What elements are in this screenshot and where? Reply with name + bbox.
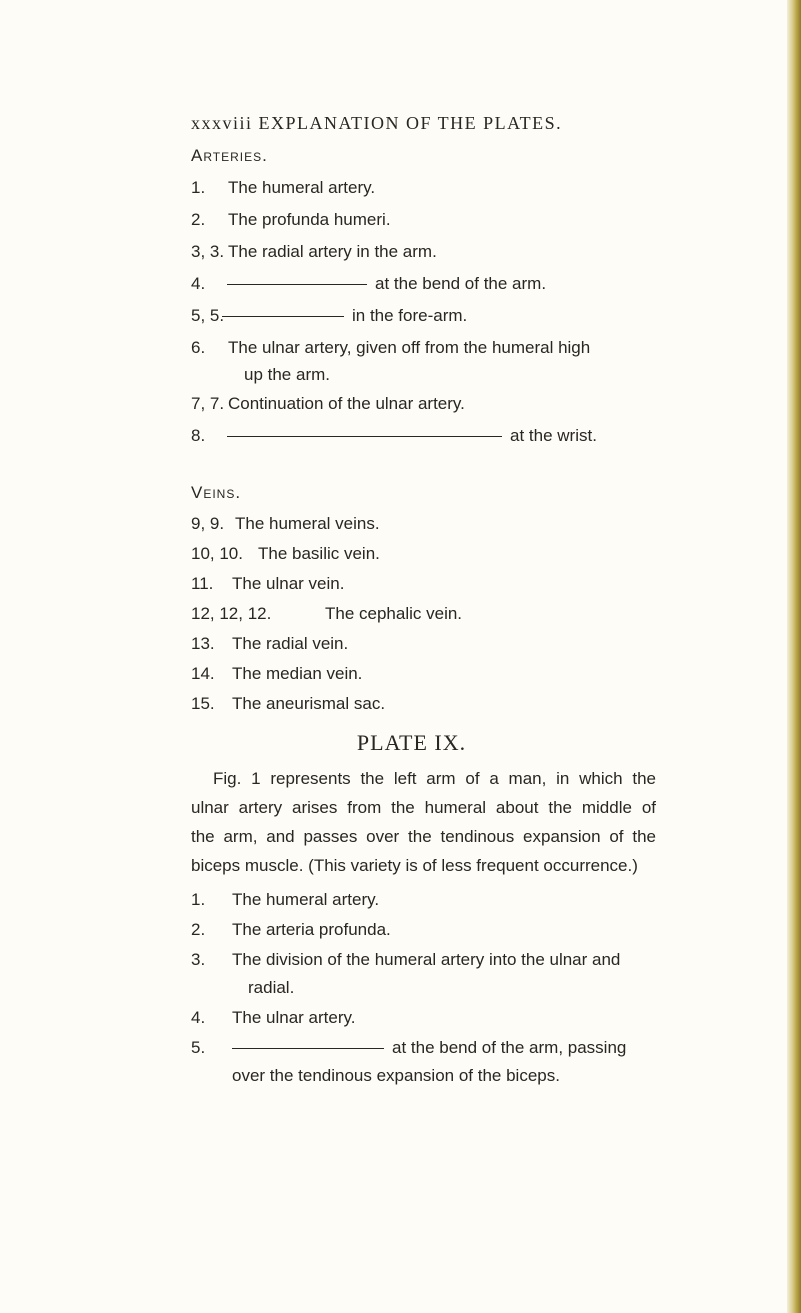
item-text: The median vein. — [232, 664, 363, 683]
item-number: 4. — [191, 274, 206, 293]
item-text: The division of the humeral artery into the ulnar and — [232, 950, 621, 969]
item-text: in the fore-arm. — [352, 306, 468, 325]
page-header: xxxviii EXPLANATION OF THE PLATES. — [191, 113, 563, 133]
item-text: The aneurismal sac. — [232, 694, 386, 713]
item-text: The humeral artery. — [228, 178, 376, 197]
item-number: 9, 9. — [191, 514, 225, 533]
item-text: at the wrist. — [510, 426, 597, 445]
item-text: The humeral veins. — [235, 514, 380, 533]
item-text: Continuation of the ulnar artery. — [228, 394, 465, 413]
ditto-dash — [222, 316, 344, 317]
item-text: over the tendinous expansion of the biceps. — [232, 1066, 560, 1085]
item-number: 13. — [191, 634, 215, 653]
item-number: 11. — [191, 574, 214, 593]
paragraph-line: Fig. 1 represents the left arm of a man, in which the — [213, 769, 656, 788]
item-number: 1. — [191, 178, 206, 197]
paragraph-line: the arm, and passes over the tendinous expansion of the — [191, 827, 656, 846]
item-line — [227, 426, 597, 446]
item-number: 15. — [191, 694, 215, 713]
item-text: The radial artery in the arm. — [228, 242, 437, 261]
page-edge — [787, 0, 801, 1313]
item-text: The radial vein. — [232, 634, 349, 653]
paragraph-line: ulnar artery arises from the humeral about the middle of — [191, 798, 656, 817]
item-text: The arteria profunda. — [232, 920, 391, 939]
item-number: 7, 7. — [191, 394, 225, 413]
item-number: 2. — [191, 920, 206, 939]
item-number: 1. — [191, 890, 206, 909]
ditto-dash — [227, 436, 502, 437]
item-line — [232, 1038, 626, 1058]
ditto-dash — [227, 284, 367, 285]
item-line — [222, 306, 467, 326]
arteries-heading: Arteries. — [191, 146, 268, 165]
item-text: up the arm. — [244, 365, 330, 384]
plate-description — [191, 764, 656, 880]
paragraph-line: biceps muscle. (This variety is of less frequent occurrence.) — [191, 856, 638, 875]
item-number: 2. — [191, 210, 206, 229]
veins-heading: Veins. — [191, 483, 242, 502]
ditto-dash — [232, 1048, 384, 1049]
item-text: The ulnar vein. — [232, 574, 345, 593]
item-text: The ulnar artery. — [232, 1008, 356, 1027]
item-number: 6. — [191, 338, 206, 357]
item-text: The basilic vein. — [258, 544, 380, 563]
item-number: 3. — [191, 950, 206, 969]
item-number: 10, 10. — [191, 544, 243, 563]
item-text: The ulnar artery, given off from the humeral high — [228, 338, 591, 357]
item-line — [227, 274, 546, 294]
item-number: 4. — [191, 1008, 206, 1027]
plate-title: PLATE IX. — [356, 730, 467, 755]
item-number: 5. — [191, 1038, 206, 1057]
item-number: 12, 12, 12. — [191, 604, 272, 623]
item-text: at the bend of the arm, passing — [392, 1038, 627, 1057]
item-text: The humeral artery. — [232, 890, 380, 909]
item-number: 5, 5. — [191, 306, 225, 325]
item-text: The cephalic vein. — [325, 604, 463, 623]
item-number: 14. — [191, 664, 215, 683]
item-number: 3, 3. — [191, 242, 225, 261]
item-text: at the bend of the arm. — [375, 274, 547, 293]
item-text: radial. — [248, 978, 295, 997]
item-number: 8. — [191, 426, 206, 445]
item-text: The profunda humeri. — [228, 210, 391, 229]
